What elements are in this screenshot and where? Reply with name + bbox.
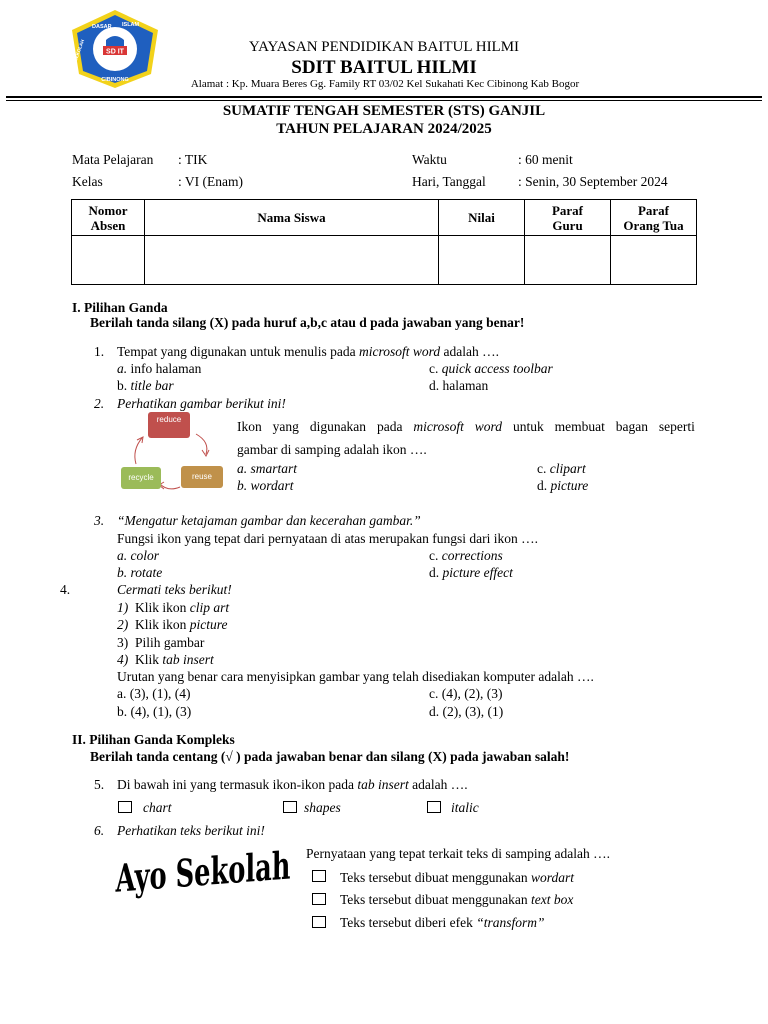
- q6-option-2-pre: Teks tersebut dibuat menggunakan: [340, 892, 532, 907]
- q5-checkbox-italic[interactable]: [427, 801, 441, 813]
- q2-question-line2: gambar di samping adalah ikon ….: [237, 442, 427, 457]
- q4-option-d[interactable]: d. (2), (3), (1): [429, 704, 504, 719]
- q2-c-prefix: c.: [537, 461, 550, 476]
- q1-question: [117, 344, 499, 360]
- cell-paraf-orang-tua[interactable]: [611, 236, 697, 285]
- exam-title-line2: TAHUN PELAJARAN 2024/2025: [276, 121, 492, 137]
- wordart-image: [112, 838, 354, 908]
- q6-question: Pernyataan yang tepat terkait teks di samping adalah ….: [306, 846, 611, 861]
- section2-heading: II. Pilihan Ganda Kompleks: [72, 732, 235, 747]
- svg-text:SD IT: SD IT: [106, 48, 124, 56]
- header-nomor-absen: Nomor Absen: [72, 200, 145, 236]
- q1-b-prefix: b.: [117, 378, 131, 393]
- q6-option-1-pre: Teks tersebut dibuat menggunakan: [340, 870, 532, 885]
- q1-option-d[interactable]: d. halaman: [429, 378, 489, 393]
- q4-step2-num: 2): [117, 617, 129, 632]
- q1-option-c[interactable]: [429, 361, 553, 377]
- svg-text:DASAR: DASAR: [92, 24, 112, 30]
- q1-c-text: quick access toolbar: [441, 361, 553, 376]
- q1-number: 1.: [94, 344, 105, 359]
- section2-instruction: Berilah tanda centang (√ ) pada jawaban benar dan silang (X) pada jawaban salah!: [90, 749, 570, 764]
- kelas-label: Kelas: [72, 174, 103, 189]
- q4-step4: [117, 652, 214, 668]
- q4-option-b[interactable]: b. (4), (1), (3): [117, 704, 192, 719]
- kelas-value: : VI (Enam): [178, 174, 243, 189]
- q2-number: 2.: [94, 396, 105, 411]
- q2-line1-w1: Ikon: [237, 419, 262, 434]
- q3-c-text: corrections: [441, 548, 503, 563]
- q2-prompt: Perhatikan gambar berikut ini!: [117, 396, 286, 411]
- header-paraf-orang-tua: Paraf Orang Tua: [611, 200, 697, 236]
- cycle-box-reduce: reduce: [148, 412, 190, 438]
- q4-step2-pre: Klik ikon: [135, 617, 190, 632]
- q4-step4-num: 4): [117, 652, 129, 667]
- q6-number: 6.: [94, 823, 105, 838]
- q3-option-d[interactable]: [429, 565, 513, 581]
- q5-option-shapes: shapes: [304, 800, 341, 815]
- q1-option-a[interactable]: [117, 361, 201, 377]
- header-nilai: Nilai: [439, 200, 525, 236]
- school-name: SDIT BAITUL HILMI: [291, 57, 477, 78]
- student-identity-table: [71, 199, 697, 285]
- q5-text-post: adalah ….: [408, 777, 468, 792]
- q1-text-em: microsoft word: [359, 344, 441, 359]
- mapel-label: Mata Pelajaran: [72, 152, 154, 167]
- q5-option-chart: chart: [143, 800, 172, 815]
- svg-text:SEKOLAH: SEKOLAH: [72, 38, 86, 62]
- q4-step3: [117, 635, 204, 651]
- cycle-diagram: [118, 412, 230, 496]
- q2-line1-w5: microsoft: [413, 419, 464, 434]
- q3-c-prefix: c.: [429, 548, 442, 563]
- q4-step1: [117, 600, 229, 616]
- q6-option-2: [340, 892, 573, 908]
- svg-text:TERPADU: TERPADU: [155, 39, 168, 62]
- svg-text:CIBINONG: CIBINONG: [101, 77, 129, 83]
- svg-text:ISLAM: ISLAM: [122, 22, 140, 28]
- q5-text-em: tab insert: [357, 777, 409, 792]
- q2-line1-w6: word: [474, 419, 503, 434]
- q2-line1-w8: membuat: [554, 419, 605, 434]
- q5-checkbox-shapes[interactable]: [283, 801, 297, 813]
- q2-option-d[interactable]: [537, 478, 588, 494]
- waktu-value: : 60 menit: [518, 152, 573, 167]
- q1-c-prefix: c.: [429, 361, 442, 376]
- section1-instruction: Berilah tanda silang (X) pada huruf a,b,c atau d pada jawaban yang benar!: [90, 315, 525, 330]
- q3-option-c[interactable]: [429, 548, 503, 564]
- q2-line1-w10: seperti: [658, 419, 695, 434]
- q6-option-2-em: text box: [531, 892, 574, 907]
- header-rule-thin: [6, 100, 762, 101]
- q1-a-text: info halaman: [127, 361, 202, 376]
- q1-text-pre: Tempat yang digunakan untuk menulis pada: [117, 344, 359, 359]
- q6-checkbox-1[interactable]: [312, 870, 326, 882]
- svg-text:Ayo Sekolah: Ayo Sekolah: [115, 838, 354, 902]
- cell-nama-siswa[interactable]: [145, 236, 439, 285]
- q4-step4-pre: Klik: [135, 652, 163, 667]
- cell-paraf-guru[interactable]: [525, 236, 611, 285]
- q5-number: 5.: [94, 777, 105, 792]
- q2-line1-w9: bagan: [615, 419, 648, 434]
- q4-option-c[interactable]: c. (4), (2), (3): [429, 686, 503, 701]
- q1-text-post: adalah ….: [440, 344, 499, 359]
- q3-option-a[interactable]: a. color: [117, 548, 159, 563]
- q2-line1-w7: untuk: [512, 419, 544, 434]
- q6-option-3-pre: Teks tersebut diberi efek: [340, 915, 477, 930]
- q1-a-prefix: a.: [117, 361, 128, 376]
- hari-label: Hari, Tanggal: [412, 174, 486, 189]
- q2-c-text: clipart: [549, 461, 586, 476]
- q4-step2-em: picture: [189, 617, 228, 632]
- q3-quote: “Mengatur ketajaman gambar dan kecerahan gambar.”: [117, 513, 421, 528]
- q6-option-3-em: “transform”: [476, 915, 545, 930]
- q2-question-line1: [237, 419, 695, 435]
- foundation-name: YAYASAN PENDIDIKAN BAITUL HILMI: [248, 39, 520, 55]
- exam-title-line1: SUMATIF TENGAH SEMESTER (STS) GANJIL: [222, 103, 546, 119]
- q4-question: Urutan yang benar cara menyisipkan gambar yang telah disediakan komputer adalah ….: [117, 669, 594, 684]
- q1-b-text: title bar: [130, 378, 174, 393]
- q6-prompt: Perhatikan teks berikut ini!: [117, 823, 265, 838]
- q2-option-b[interactable]: b. wordart: [237, 478, 294, 493]
- q6-option-1: [340, 870, 574, 886]
- q6-checkbox-3[interactable]: [312, 916, 326, 928]
- q6-option-3: [340, 915, 545, 931]
- q2-line1-w2: yang: [272, 419, 299, 434]
- q4-step4-em: tab insert: [162, 652, 214, 667]
- q4-step3-text: Pilih gambar: [135, 635, 205, 650]
- q5-option-italic: italic: [451, 800, 479, 815]
- q3-question: Fungsi ikon yang tepat dari pernyataan di atas merupakan fungsi dari ikon ….: [117, 531, 539, 546]
- q4-step3-num: 3): [117, 635, 129, 650]
- header-nama-siswa: Nama Siswa: [145, 200, 439, 236]
- header-rule-thick: [6, 96, 762, 98]
- cell-nomor-absen[interactable]: [72, 236, 145, 285]
- q3-d-text: picture effect: [442, 565, 513, 580]
- q3-option-b[interactable]: b. rotate: [117, 565, 163, 580]
- q4-step2: [117, 617, 228, 633]
- q2-d-text: picture: [550, 478, 589, 493]
- q5-checkbox-chart[interactable]: [118, 801, 132, 813]
- section1-heading: I. Pilihan Ganda: [72, 300, 168, 315]
- q2-option-a[interactable]: a. smartart: [237, 461, 298, 476]
- q5-text-pre: Di bawah ini yang termasuk ikon-ikon pada: [117, 777, 358, 792]
- q2-line1-w4: pada: [376, 419, 403, 434]
- school-address: Alamat : Kp. Muara Beres Gg. Family RT 03/02 Kel Sukahati Kec Cibinong Kab Bogor: [190, 78, 580, 90]
- q2-line1-w3: digunakan: [309, 419, 367, 434]
- q1-option-b[interactable]: [117, 378, 174, 394]
- hari-value: : Senin, 30 September 2024: [518, 174, 668, 189]
- q5-question: [117, 777, 468, 793]
- cycle-box-reuse: reuse: [181, 466, 223, 488]
- q4-step1-pre: Klik ikon: [135, 600, 190, 615]
- q6-checkbox-2[interactable]: [312, 893, 326, 905]
- q3-number: 3.: [94, 513, 105, 528]
- q4-number: 4.: [60, 582, 71, 597]
- mapel-value: : TIK: [178, 152, 208, 167]
- q4-step1-em: clip art: [189, 600, 230, 615]
- waktu-label: Waktu: [412, 152, 447, 167]
- q4-prompt: Cermati teks berikut!: [117, 582, 232, 597]
- q3-d-prefix: d.: [429, 565, 443, 580]
- q4-step1-num: 1): [117, 600, 129, 615]
- q4-option-a[interactable]: a. (3), (1), (4): [117, 686, 191, 701]
- cell-nilai[interactable]: [439, 236, 525, 285]
- q2-option-c[interactable]: [537, 461, 586, 477]
- header-paraf-guru: Paraf Guru: [525, 200, 611, 236]
- q2-d-prefix: d.: [537, 478, 551, 493]
- cycle-box-recycle: recycle: [121, 467, 161, 489]
- q6-option-1-em: wordart: [531, 870, 575, 885]
